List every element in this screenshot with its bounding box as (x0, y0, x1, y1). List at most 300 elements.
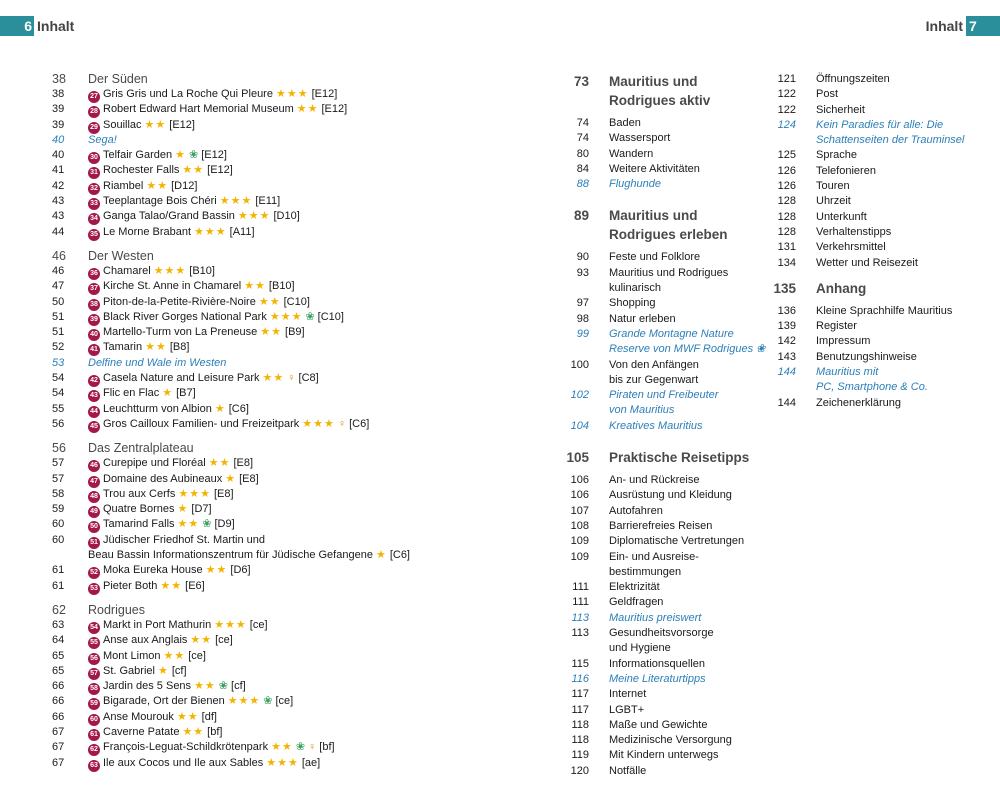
entry-page-number: 128 (777, 195, 796, 208)
toc-entry[interactable] (52, 502, 482, 517)
toc-entry[interactable] (52, 517, 482, 532)
toc-entry[interactable] (52, 133, 482, 148)
toc-entry[interactable] (563, 580, 773, 595)
entry-title: Delfine und Wale im Westen (88, 356, 227, 369)
rating-stars-icon: ★★ (208, 457, 231, 470)
entry-title: Verhaltenstipps (816, 225, 892, 238)
rating-stars-icon: ★★ (176, 710, 199, 723)
entry-page-number: 139 (777, 320, 796, 333)
section-title: Der Süden (88, 72, 148, 86)
sight-number-badge: 46 (88, 460, 100, 472)
entry-title: Unterkunft (816, 210, 867, 223)
entry-page-number: 117 (571, 703, 589, 716)
entry-page-number: 51 (52, 310, 65, 323)
rating-stars-icon: ★★ (271, 741, 293, 754)
sight-number-badge: 56 (88, 653, 100, 665)
entry-title: und Hygiene (609, 642, 671, 655)
entry-page-number: 61 (52, 579, 65, 592)
toc-entry[interactable] (52, 325, 482, 340)
entry-title: Ganga Talao/Grand Bassin (103, 210, 235, 223)
rating-stars-icon: ★★ (182, 164, 205, 177)
toc-entry[interactable] (52, 694, 482, 709)
nature-leaf-icon: ❀ (202, 518, 212, 531)
toc-entry[interactable] (52, 472, 482, 487)
entry-page-number: 74 (576, 132, 589, 145)
toc-entry[interactable] (563, 672, 773, 687)
entry-page-number: 115 (571, 657, 589, 670)
toc-entry[interactable] (52, 618, 482, 633)
toc-entry[interactable] (52, 740, 482, 755)
map-grid-reference: [bf] (207, 725, 223, 738)
entry-title: Souillac (103, 118, 142, 131)
entry-page-number: 134 (777, 256, 796, 269)
toc-entry[interactable] (52, 102, 482, 117)
entry-page-number: 124 (777, 118, 796, 131)
toc-entry[interactable] (52, 664, 482, 679)
toc-entry[interactable] (770, 72, 970, 87)
toc-entry[interactable] (52, 579, 482, 594)
entry-page-number: 100 (570, 358, 589, 371)
entry-title: Moka Eureka House (103, 564, 203, 577)
rating-stars-icon: ★ (375, 549, 387, 562)
entry-page-number: 65 (52, 664, 65, 677)
entry-content (88, 694, 293, 709)
entry-title: Beau Bassin Informationszentrum für Jüdische Gefangene (88, 549, 373, 562)
toc-entry[interactable] (563, 488, 773, 503)
section-heading[interactable] (52, 72, 482, 87)
toc-entry[interactable] (52, 209, 482, 224)
toc-entry[interactable] (52, 456, 482, 471)
toc-entry[interactable] (563, 595, 773, 610)
sight-number-badge: 45 (88, 421, 100, 433)
toc-entry[interactable] (563, 327, 773, 342)
entry-page-number: 39 (52, 118, 65, 131)
toc-entry[interactable] (563, 266, 773, 281)
toc-entry[interactable] (770, 396, 970, 411)
toc-entry[interactable] (52, 756, 482, 771)
toc-entry[interactable] (52, 194, 482, 209)
map-grid-reference: [C10] (317, 310, 344, 323)
toc-entry[interactable] (563, 358, 773, 373)
map-grid-reference: [B10] (189, 264, 215, 277)
map-grid-reference: [df] (201, 710, 217, 723)
toc-entry[interactable] (770, 194, 970, 209)
rating-stars-icon: ★ (175, 149, 186, 162)
map-grid-reference: [D7] (191, 503, 212, 516)
entry-page-number: 46 (52, 264, 65, 277)
toc-entry[interactable] (770, 225, 970, 240)
nature-leaf-icon: ❀ (305, 310, 315, 323)
toc-entry[interactable] (770, 334, 970, 349)
entry-content (88, 102, 347, 117)
entry-title: Gris Gris und La Roche Qui Pleure (103, 88, 273, 100)
entry-page-number: 57 (52, 457, 65, 470)
entry-page-number: 113 (571, 627, 589, 640)
entry-content (88, 194, 280, 209)
rating-stars-icon: ★★★ (153, 264, 187, 277)
section-title (609, 206, 728, 244)
rating-stars-icon: ★★ (146, 179, 169, 192)
rating-stars-icon: ★★★ (194, 225, 227, 238)
map-grid-reference: [E6] (185, 579, 205, 592)
toc-entry[interactable] (770, 365, 970, 380)
left-page-number: 6 (0, 16, 34, 36)
map-grid-reference: [C6] (389, 549, 410, 562)
toc-entry[interactable] (52, 563, 482, 578)
toc-entry-continuation (563, 403, 773, 418)
toc-entry[interactable] (770, 350, 970, 365)
map-grid-reference: [ce] (188, 649, 206, 662)
entry-title: Tamarin (103, 341, 143, 354)
entry-title: Sprache (816, 149, 857, 162)
toc-entry[interactable] (52, 386, 482, 401)
toc-entry[interactable] (563, 657, 773, 672)
sight-number-badge: 38 (88, 299, 100, 311)
entry-title: Diplomatische Vertretungen (609, 535, 745, 548)
sight-number-badge: 51 (88, 537, 100, 549)
rating-stars-icon: ★★★ (266, 756, 299, 769)
sight-number-badge: 57 (88, 668, 100, 680)
toc-entry[interactable] (563, 312, 773, 327)
rating-stars-icon: ★★★ (214, 618, 247, 631)
entry-page-number: 125 (777, 149, 796, 162)
sight-number-badge: 43 (88, 390, 100, 402)
entry-title: Ile aux Cocos und Ile aux Sables (103, 756, 264, 769)
entry-page-number: 128 (777, 210, 796, 223)
entry-title: Le Morne Brabant (103, 225, 192, 238)
toc-entry[interactable] (563, 764, 773, 779)
rating-stars-icon: ★★★ (275, 88, 309, 100)
map-grid-reference: [D10] (273, 210, 300, 223)
rating-stars-icon: ★★★ (227, 695, 261, 708)
sight-number-badge: 55 (88, 637, 100, 649)
entry-page-number: 42 (52, 179, 65, 192)
entry-title: Grande Montagne Nature (609, 327, 734, 340)
toc-section (770, 279, 970, 411)
toc-entry[interactable] (563, 718, 773, 733)
toc-entry[interactable] (563, 147, 773, 162)
rating-stars-icon: ★ (214, 402, 226, 415)
toc-entry[interactable] (52, 710, 482, 725)
entry-page-number: 60 (52, 518, 65, 531)
section-heading[interactable] (563, 206, 773, 244)
map-grid-reference: [ce] (275, 695, 294, 708)
entry-content (88, 209, 300, 224)
toc-entry[interactable] (563, 703, 773, 718)
entry-page-number: 97 (576, 297, 589, 310)
section-title: Das Zentralplateau (88, 441, 194, 456)
entry-title: Autofahren (609, 504, 663, 517)
rating-stars-icon: ★★ (244, 280, 266, 293)
sight-number-badge: 53 (88, 583, 100, 595)
section-heading[interactable] (52, 249, 482, 264)
entry-title: St. Gabriel (103, 664, 155, 677)
entry-title: Domaine des Aubineaux (103, 472, 223, 485)
sight-number-badge: 54 (88, 622, 100, 634)
sight-number-badge: 34 (88, 213, 100, 225)
map-grid-reference: [E8] (239, 472, 259, 485)
toc-entry[interactable] (52, 310, 482, 325)
entry-title: François-Leguat-Schildkrötenpark (103, 741, 269, 754)
entry-title: Mauritius preiswert (609, 611, 702, 624)
toc-entry-continuation (770, 133, 970, 148)
sight-number-badge: 35 (88, 229, 100, 241)
entry-page-number: 52 (52, 341, 65, 354)
rating-stars-icon: ★ (225, 472, 237, 485)
toc-entry[interactable] (563, 733, 773, 748)
entry-page-number: 122 (777, 103, 796, 116)
toc-entry[interactable] (563, 687, 773, 702)
toc-entry[interactable] (563, 611, 773, 626)
sight-number-badge: 27 (88, 91, 100, 103)
entry-page-number: 40 (52, 149, 65, 162)
sight-number-badge: 32 (88, 183, 100, 195)
map-grid-reference: [B9] (285, 326, 305, 339)
section-heading[interactable] (52, 603, 482, 618)
entry-page-number: 107 (570, 504, 589, 517)
entry-content (88, 179, 197, 194)
nature-leaf-icon: ❀ (295, 741, 306, 754)
sight-number-badge: 61 (88, 729, 100, 741)
sight-number-badge: 40 (88, 329, 100, 341)
entry-content (88, 386, 196, 401)
toc-section (52, 603, 482, 771)
entry-title: Medizinische Versorgung (609, 734, 732, 747)
toc-entry[interactable] (52, 533, 482, 548)
entry-page-number: 109 (570, 535, 589, 548)
entry-page-number: 54 (52, 372, 65, 385)
map-grid-reference: [E12] (311, 88, 338, 100)
entry-content (88, 264, 215, 279)
toc-entry[interactable] (563, 388, 773, 403)
toc-entry[interactable] (563, 116, 773, 131)
entry-content (88, 118, 195, 133)
toc-entry-continuation (563, 641, 773, 656)
entry-title: Anse aux Anglais (103, 634, 188, 647)
entry-page-number: 119 (571, 749, 589, 762)
entry-title: Wetter und Reisezeit (816, 256, 918, 269)
sight-number-badge: 39 (88, 314, 100, 326)
entry-page-number: 106 (570, 489, 589, 502)
entry-page-number: 111 (572, 581, 589, 594)
toc-entry[interactable] (52, 87, 482, 102)
rating-stars-icon: ★★ (177, 518, 200, 531)
entry-content (88, 133, 117, 148)
toc-entry[interactable] (770, 256, 970, 271)
toc-entry[interactable] (770, 210, 970, 225)
entry-title: Geldfragen (609, 596, 664, 609)
entry-title: Gesundheitsvorsorge (609, 627, 714, 640)
rating-stars-icon: ★ (162, 387, 174, 400)
toc-entry[interactable] (563, 626, 773, 641)
toc-entry[interactable] (52, 225, 482, 240)
sight-number-badge: 59 (88, 698, 100, 710)
toc-section (52, 441, 482, 594)
section-title-line: Praktische Reisetipps (609, 450, 750, 466)
section-heading[interactable] (52, 441, 482, 456)
rating-stars-icon: ★★★ (178, 487, 211, 500)
entry-page-number: 116 (571, 672, 589, 685)
entry-title: Flughunde (609, 178, 661, 191)
entry-title: Benutzungshinweise (816, 350, 917, 363)
section-heading[interactable] (563, 448, 773, 467)
toc-section-continued (770, 72, 970, 271)
entry-title: Maße und Gewichte (609, 718, 708, 731)
sight-number-badge: 58 (88, 683, 100, 695)
rating-stars-icon: ★ (157, 664, 169, 677)
toc-entry[interactable] (52, 356, 482, 371)
entry-content (88, 340, 189, 355)
section-page-number: 62 (52, 602, 66, 617)
section-page-number: 89 (573, 208, 589, 224)
toc-entry[interactable] (52, 371, 482, 386)
toc-entry[interactable] (52, 118, 482, 133)
entry-title: von Mauritius (609, 404, 675, 417)
entry-page-number: 131 (777, 241, 796, 254)
rating-stars-icon: ★★ (258, 295, 281, 308)
entry-content (88, 295, 310, 310)
toc-entry[interactable] (52, 402, 482, 417)
toc-entry[interactable] (770, 179, 970, 194)
entry-content (88, 649, 206, 664)
section-title: Der Westen (88, 248, 154, 263)
toc-entry[interactable] (52, 487, 482, 502)
toc-entry[interactable] (563, 296, 773, 311)
toc-entry[interactable] (52, 295, 482, 310)
entry-content (88, 225, 255, 240)
entry-title: Informationsquellen (609, 657, 706, 670)
toc-entry[interactable] (770, 118, 970, 133)
right-page-header (926, 16, 1000, 36)
map-grid-reference: [E8] (233, 457, 254, 470)
toc-entry[interactable] (52, 340, 482, 355)
toc-entry[interactable] (770, 164, 970, 179)
entry-page-number: 106 (570, 474, 589, 487)
toc-entry[interactable] (563, 250, 773, 265)
entry-title: Telfair Garden (103, 149, 173, 162)
entry-page-number: 136 (777, 304, 796, 317)
entry-page-number: 126 (777, 180, 796, 193)
toc-entry[interactable] (770, 240, 970, 255)
entry-title: Mauritius und Rodrigues (609, 266, 729, 279)
sight-number-badge: 41 (88, 344, 100, 356)
toc-entry[interactable] (52, 148, 482, 163)
section-page-number: 105 (566, 450, 589, 466)
section-heading[interactable] (563, 72, 773, 110)
entry-title: Tamarind Falls (103, 518, 175, 531)
entry-page-number: 56 (52, 417, 65, 430)
right-page-number: 7 (966, 16, 1000, 36)
entry-title: Telefonieren (816, 164, 876, 177)
toc-entry[interactable] (563, 550, 773, 565)
toc-entry[interactable] (563, 162, 773, 177)
map-grid-reference: [ae] (301, 756, 321, 769)
map-grid-reference: [B7] (176, 387, 196, 400)
entry-content (88, 163, 233, 178)
entry-title: Piton-de-la-Petite-Rivière-Noire (103, 295, 256, 308)
entry-page-number: 117 (571, 688, 589, 701)
entry-page-number: 80 (576, 147, 589, 160)
toc-entry[interactable] (770, 103, 970, 118)
rating-stars-icon: ★★ (145, 341, 167, 354)
toc-entry[interactable] (563, 534, 773, 549)
entry-title: Markt in Port Mathurin (103, 618, 212, 631)
toc-entry[interactable] (52, 417, 482, 432)
right-page-title: Inhalt (925, 18, 963, 34)
entry-title: Black River Gorges National Park (103, 310, 267, 323)
entry-page-number: 118 (571, 718, 589, 731)
toc-entry[interactable] (563, 504, 773, 519)
toc-entry[interactable] (52, 725, 482, 740)
toc-entry[interactable] (52, 279, 482, 294)
entry-content (88, 710, 217, 725)
entry-title: Pieter Both (103, 579, 158, 592)
entry-title: Martello-Turm von La Preneuse (103, 326, 258, 339)
toc-entry[interactable] (52, 633, 482, 648)
entry-title: bis zur Gegenwart (609, 373, 699, 386)
entry-content (88, 402, 249, 417)
toc-entry[interactable] (563, 419, 773, 434)
toc-entry[interactable] (770, 304, 970, 319)
toc-column-left (52, 72, 482, 771)
section-page-number: 56 (52, 441, 66, 456)
toc-section (563, 72, 773, 192)
toc-entry[interactable] (52, 163, 482, 178)
entry-title: Rochester Falls (103, 164, 180, 177)
sight-number-badge: 36 (88, 268, 100, 280)
toc-entry[interactable] (770, 87, 970, 102)
sight-number-badge: 31 (88, 167, 100, 179)
toc-entry[interactable] (563, 177, 773, 192)
entry-title: Impressum (816, 335, 871, 348)
entry-title: LGBT+ (609, 703, 645, 716)
sight-number-badge: 44 (88, 406, 100, 418)
rating-stars-icon: ★★ (144, 118, 167, 131)
entry-page-number: 53 (52, 356, 65, 369)
toc-entry[interactable] (563, 131, 773, 146)
toc-entry[interactable] (52, 264, 482, 279)
entry-title: Sega! (88, 133, 117, 146)
entry-page-number: 111 (572, 596, 589, 609)
toc-entry[interactable] (52, 649, 482, 664)
toc-entry[interactable] (563, 519, 773, 534)
entry-title: bestimmungen (609, 565, 682, 578)
sight-number-badge: 48 (88, 491, 100, 503)
toc-entry[interactable] (52, 179, 482, 194)
rating-stars-icon: ★★ (260, 326, 283, 339)
entry-page-number: 63 (52, 618, 65, 631)
map-grid-reference: [ce] (249, 618, 268, 631)
entry-page-number: 102 (570, 389, 589, 402)
toc-entry[interactable] (52, 548, 482, 563)
entry-content (88, 563, 251, 578)
entry-page-number: 55 (52, 402, 65, 415)
entry-page-number: 43 (52, 195, 65, 208)
toc-entry[interactable] (563, 748, 773, 763)
section-heading[interactable] (770, 279, 970, 298)
entry-title: Mit Kindern unterwegs (609, 749, 719, 762)
toc-entry[interactable] (563, 473, 773, 488)
toc-entry[interactable] (770, 148, 970, 163)
toc-entry[interactable] (52, 679, 482, 694)
sight-number-badge: 30 (88, 152, 100, 164)
toc-entry-continuation (770, 380, 970, 395)
entry-page-number: 58 (52, 487, 65, 500)
entry-page-number: 61 (52, 564, 65, 577)
toc-entry[interactable] (770, 319, 970, 334)
map-grid-reference: [E12] (169, 118, 195, 131)
rating-stars-icon: ★★★ (302, 417, 335, 430)
